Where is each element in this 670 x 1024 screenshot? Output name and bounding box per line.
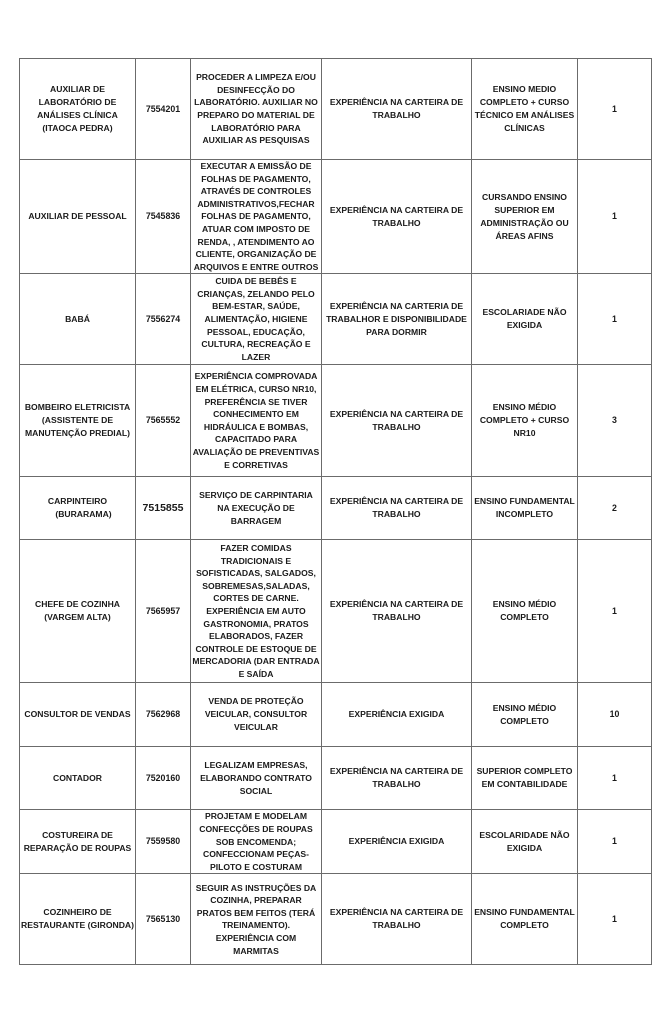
occupation-cell: CHEFE DE COZINHA (VARGEM ALTA) xyxy=(20,540,136,683)
description-cell: PROCEDER A LIMPEZA E/OU DESINFECÇÃO DO LABORATÓRIO. AUXILIAR NO PREPARO DO MATERIAL DE LABORATÓRIO PARA AUXILIAR AS PESQUISAS xyxy=(191,59,322,160)
table-row xyxy=(20,683,652,747)
vacancies-cell: 1 xyxy=(578,59,652,160)
experience-cell: EXPERIÊNCIA EXIGIDA xyxy=(322,810,472,874)
description-cell: LEGALIZAM EMPRESAS, ELABORANDO CONTRATO SOCIAL xyxy=(191,747,322,810)
code-cell: 7520160 xyxy=(136,747,191,810)
experience-cell: EXPERIÊNCIA NA CARTEIRA DE TRABALHO xyxy=(322,747,472,810)
table-row xyxy=(20,160,652,274)
description-cell: SEGUIR AS INSTRUÇÕES DA COZINHA, PREPARAR PRATOS BEM FEITOS (TERÁ TREINAMENTO). EXPERIÊNCIA COM MARMITAS xyxy=(191,874,322,965)
experience-cell: EXPERIÊNCIA NA CARTEIRA DE TRABALHO xyxy=(322,59,472,160)
occupation-cell: BABÁ xyxy=(20,274,136,365)
experience-cell: EXPERIÊNCIA NA CARTEIRA DE TRABALHO xyxy=(322,540,472,683)
education-cell: ENSINO FUNDAMENTAL COMPLETO xyxy=(472,874,578,965)
occupation-cell: AUXILIAR DE PESSOAL xyxy=(20,160,136,274)
education-cell: ENSINO MÉDIO COMPLETO xyxy=(472,540,578,683)
experience-cell: EXPERIÊNCIA NA CARTERIA DE TRABALHOR E DISPONIBILIDADE PARA DORMIR xyxy=(322,274,472,365)
occupation-cell: CONTADOR xyxy=(20,747,136,810)
description-cell: EXECUTAR A EMISSÃO DE FOLHAS DE PAGAMENTO, ATRAVÉS DE CONTROLES ADMINISTRATIVOS,FECHAR FOLHAS DE PAGAMENTO, ATUAR COM IMPOSTO DE RENDA, , ATENDIMENTO AO CLIENTE, ORGANIZAÇÃO DE ARQUIVOS E ENTRE OUTROS xyxy=(191,160,322,274)
education-cell: ESCOLARIDADE NÃO EXIGIDA xyxy=(472,810,578,874)
vacancies-cell: 1 xyxy=(578,274,652,365)
description-cell: FAZER COMIDAS TRADICIONAIS E SOFISTICADAS, SALGADOS, SOBREMESAS,SALADAS, CORTES DE CARNE. EXPERIÊNCIA EM AUTO GASTRONOMIA, PRATOS ELABORADOS, FAZER CONTROLE DE ESTOQUE DE MERCADORIA (DAR ENTRADA E SAÍDA xyxy=(191,540,322,683)
education-cell: SUPERIOR COMPLETO EM CONTABILIDADE xyxy=(472,747,578,810)
education-cell: ENSINO MÉDIO COMPLETO + CURSO NR10 xyxy=(472,365,578,477)
code-cell: 7545836 xyxy=(136,160,191,274)
occupation-line-1: CARPINTEIRO xyxy=(47,496,108,507)
description-cell: SERVIÇO DE CARPINTARIA NA EXECUÇÃO DE BARRAGEM xyxy=(191,477,322,540)
experience-cell: EXPERIÊNCIA NA CARTEIRA DE TRABALHO xyxy=(322,477,472,540)
education-cell: ESCOLARIADE NÃO EXIGIDA xyxy=(472,274,578,365)
table-row xyxy=(20,274,652,365)
vacancies-cell: 1 xyxy=(578,874,652,965)
vacancies-cell: 2 xyxy=(578,477,652,540)
table-row xyxy=(20,810,652,874)
code-cell: 7515855 xyxy=(136,477,191,540)
job-vacancy-table xyxy=(19,58,652,965)
code-cell: 7559580 xyxy=(136,810,191,874)
vacancies-cell: 1 xyxy=(578,540,652,683)
table-row xyxy=(20,365,652,477)
description-cell: PROJETAM E MODELAM CONFECÇÕES DE ROUPAS SOB ENCOMENDA; CONFECCIONAM PEÇAS-PILOTO E COSTURAM xyxy=(191,810,322,874)
experience-cell: EXPERIÊNCIA EXIGIDA xyxy=(322,683,472,747)
code-cell: 7562968 xyxy=(136,683,191,747)
code-cell: 7565957 xyxy=(136,540,191,683)
occupation-cell: AUXILIAR DE LABORATÓRIO DE ANÁLISES CLÍNICA (ITAOCA PEDRA) xyxy=(20,59,136,160)
education-cell: ENSINO MEDIO COMPLETO + CURSO TÉCNICO EM ANÁLISES CLÍNICAS xyxy=(472,59,578,160)
occupation-cell xyxy=(20,477,136,540)
code-cell: 7565130 xyxy=(136,874,191,965)
vacancies-cell: 3 xyxy=(578,365,652,477)
description-cell: EXPERIÊNCIA COMPROVADA EM ELÉTRICA, CURSO NR10, PREFERÊNCIA SE TIVER CONHECIMENTO EM HIDRÁULICA E BOMBAS, CAPACITADO PARA AVALIAÇÃO DE PREVENTIVAS E CORRETIVAS xyxy=(191,365,322,477)
description-cell: CUIDA DE BEBÊS E CRIANÇAS, ZELANDO PELO BEM-ESTAR, SAÚDE, ALIMENTAÇÃO, HIGIENE PESSOAL, EDUCAÇÃO, CULTURA, RECREAÇÃO E LAZER xyxy=(191,274,322,365)
experience-cell: EXPERIÊNCIA NA CARTEIRA DE TRABALHO xyxy=(322,874,472,965)
occupation-line-2: (BURARAMA) xyxy=(55,509,112,520)
experience-cell: EXPERIÊNCIA NA CARTEIRA DE TRABALHO xyxy=(322,365,472,477)
occupation-cell: COSTUREIRA DE REPARAÇÃO DE ROUPAS xyxy=(20,810,136,874)
code-cell: 7565552 xyxy=(136,365,191,477)
description-cell: VENDA DE PROTEÇÃO VEICULAR, CONSULTOR VEICULAR xyxy=(191,683,322,747)
vacancies-cell: 10 xyxy=(578,683,652,747)
table-row xyxy=(20,874,652,965)
education-cell: ENSINO MÉDIO COMPLETO xyxy=(472,683,578,747)
vacancies-cell: 1 xyxy=(578,810,652,874)
experience-cell: EXPERIÊNCIA NA CARTEIRA DE TRABALHO xyxy=(322,160,472,274)
vacancies-cell: 1 xyxy=(578,747,652,810)
table-row xyxy=(20,540,652,683)
occupation-cell: CONSULTOR DE VENDAS xyxy=(20,683,136,747)
code-cell: 7556274 xyxy=(136,274,191,365)
table-row xyxy=(20,747,652,810)
table-row xyxy=(20,477,652,540)
occupation-cell: COZINHEIRO DE RESTAURANTE (GIRONDA) xyxy=(20,874,136,965)
code-cell: 7554201 xyxy=(136,59,191,160)
occupation-cell: BOMBEIRO ELETRICISTA (ASSISTENTE DE MANUTENÇÃO PREDIAL) xyxy=(20,365,136,477)
education-cell: CURSANDO ENSINO SUPERIOR EM ADMINISTRAÇÃO OU ÁREAS AFINS xyxy=(472,160,578,274)
education-cell: ENSINO FUNDAMENTAL INCOMPLETO xyxy=(472,477,578,540)
table-row xyxy=(20,59,652,160)
vacancies-cell: 1 xyxy=(578,160,652,274)
